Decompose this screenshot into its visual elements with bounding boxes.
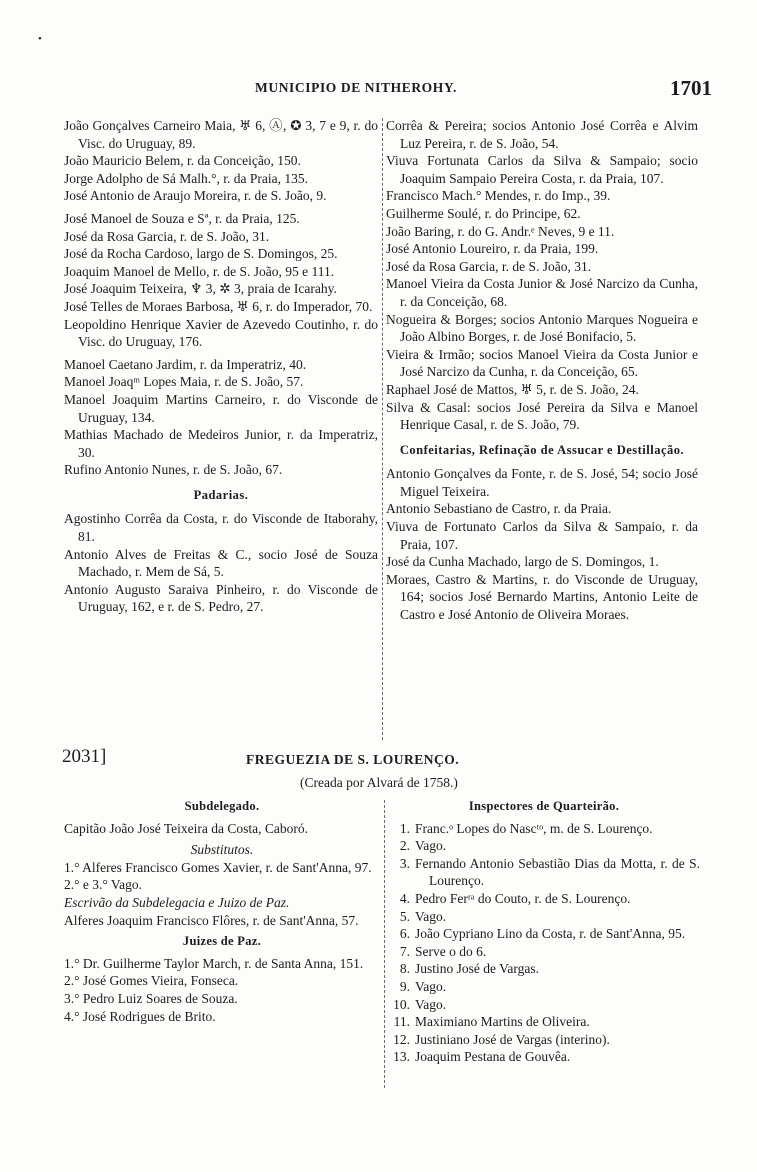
list-item: Manoel Vieira da Costa Junior & José Narcizo da Cunha, r. da Conceição, 68. <box>386 276 698 309</box>
section-heading-subdelegado: Subdelegado. <box>184 799 260 813</box>
freguezia-title: FREGUEZIA DE S. LOURENÇO. <box>246 752 460 767</box>
list-item: João Gonçalves Carneiro Maia, ♅ 6, Ⓐ, ✪ 3, 7 e 9, r. do Visc. do Uruguay, 89. <box>64 118 378 151</box>
list-item: Vieira & Irmão; socios Manoel Vieira da Costa Junior e José Narcizo da Cunha, r. da Conceição, 65. <box>386 346 698 380</box>
item-text: Vago. <box>415 908 447 924</box>
list-item: José da Rocha Cardoso, largo de S. Domingos, 25. <box>64 246 338 262</box>
list-item: 1.° Alferes Francisco Gomes Xavier, r. de Sant'Anna, 97. <box>64 859 372 875</box>
list-item: Joaquim Manoel de Mello, r. de S. João, 95 e 111. <box>64 263 335 279</box>
list-item <box>388 908 700 926</box>
section-heading-confeitarias: Confeitarias, Refinação de Assucar e Destillação. <box>399 442 685 457</box>
item-number: 13. <box>393 1049 410 1065</box>
list-item <box>388 820 700 838</box>
list-item: José da Rosa Garcia, r. de S. João, 31. <box>64 228 270 244</box>
list-item: José Antonio de Araujo Moreira, r. de S. João, 9. <box>64 188 327 204</box>
section-heading-juizes: Juizes de Paz. <box>182 934 262 949</box>
item-number: 4. <box>399 890 410 906</box>
item-text: Serve o do 6. <box>415 943 487 959</box>
right-column-top <box>386 117 698 624</box>
item-number: 10. <box>393 996 410 1012</box>
item-number: 12. <box>393 1031 410 1047</box>
list-item: 4.° José Rodrigues de Brito. <box>64 1008 216 1024</box>
list-item: Corrêa & Pereira; socios Antonio José Corrêa e Alvim Luz Pereira, r. de S. João, 54. <box>386 118 698 151</box>
list-item: José Joaquim Teixeira, ♆ 3, ✲ 3, praia de Icarahy. <box>64 281 337 297</box>
list-item: José da Cunha Machado, largo de S. Domingos, 1. <box>386 554 659 570</box>
list-item: Antonio Sebastiano de Castro, r. da Praia. <box>386 501 612 517</box>
item-number: 2. <box>399 838 410 854</box>
list-item: Viuva de Fortunato Carlos da Silva & Sampaio, r. da Praia, 107. <box>386 519 698 552</box>
list-item: Antonio Augusto Saraiva Pinheiro, r. do Visconde de Uruguay, 162, e r. de S. Pedro, 27. <box>64 581 378 615</box>
list-item <box>388 1013 700 1031</box>
item-text: João Cypriano Lino da Costa, r. de Sant'Anna, 95. <box>415 926 686 942</box>
list-item: Jorge Adolpho de Sá Malh.°, r. da Praia, 135. <box>64 170 308 186</box>
item-text: Maximiano Martins de Oliveira. <box>415 1014 590 1030</box>
item-text: Joaquim Pestana de Gouvêa. <box>415 1049 571 1065</box>
item-number: 7. <box>399 943 410 959</box>
freguezia-header <box>62 748 712 770</box>
list-item: 3.° Pedro Luiz Soares de Souza. <box>64 990 238 1006</box>
list-item: Leopoldino Henrique Xavier de Azevedo Coutinho, r. do Visc. do Uruguay, 176. <box>64 316 378 350</box>
list-item: Viuva Fortunata Carlos da Silva & Sampaio; socio Joaquim Sampaio Pereira Costa, r. da Praia, 107. <box>386 153 698 186</box>
list-item <box>388 996 700 1014</box>
list-item: José Antonio Loureiro, r. da Praia, 199. <box>386 241 599 257</box>
substitutos-label: Substitutos. <box>190 842 254 858</box>
list-item <box>388 925 700 943</box>
item-number: 9. <box>399 978 410 994</box>
page-header <box>62 76 712 100</box>
list-item: Manoel Caetano Jardim, r. da Imperatriz, 40. <box>64 356 307 372</box>
item-text: Fernando Antonio Sebastião Dias da Motta, r. de S. Lourenço. <box>415 855 700 889</box>
left-column-bottom <box>64 798 380 1025</box>
item-text: Vago. <box>415 996 447 1012</box>
section-heading-padarias: Padarias. <box>193 487 249 502</box>
item-text: Justiniano José de Vargas (interino). <box>415 1031 610 1047</box>
right-column-bottom <box>388 798 700 1066</box>
list-item <box>388 1031 700 1049</box>
list-item: Raphael José de Mattos, ♅ 5, r. de S. João, 24. <box>386 381 639 397</box>
list-item <box>388 890 700 908</box>
list-item: Agostinho Corrêa da Costa, r. do Visconde de Itaborahy, 81. <box>64 511 378 545</box>
list-item <box>388 960 700 978</box>
list-item: Silva & Casal: socios José Pereira da Silva e Manoel Henrique Casal, r. de S. João, 79. <box>386 399 698 433</box>
list-item: 1.° Dr. Guilherme Taylor March, r. de Santa Anna, 151. <box>64 955 364 971</box>
escrivao-name: Alferes Joaquim Francisco Flôres, r. de Sant'Anna, 57. <box>64 912 359 928</box>
list-item: José Telles de Moraes Barbosa, ♅ 6, r. do Imperador, 70. <box>64 298 373 314</box>
padarias-list <box>64 510 378 616</box>
item-number: 11. <box>393 1014 410 1030</box>
item-number: 5. <box>399 908 410 924</box>
item-number: 1. <box>399 820 410 836</box>
list-item: João Mauricio Belem, r. da Conceição, 150. <box>64 153 301 169</box>
item-text: Vago. <box>415 838 447 854</box>
list-item <box>388 1048 700 1066</box>
item-number: 6. <box>399 926 410 942</box>
creation-note: (Creada por Alvará de 1758.) <box>300 775 458 790</box>
list-item: Rufino Antonio Nunes, r. de S. João, 67. <box>64 462 283 478</box>
page-number: 1701 <box>670 76 712 100</box>
item-number: 3. <box>399 855 410 871</box>
list-item <box>388 943 700 961</box>
list-item: José da Rosa Garcia, r. de S. João, 31. <box>386 258 592 274</box>
column-divider-top <box>382 118 383 740</box>
escrivao-label: Escrivão da Subdelegacia e Juizo de Paz. <box>64 894 290 910</box>
list-item: Antonio Alves de Freitas & C., socio José de Souza Machado, r. Mem de Sá, 5. <box>64 546 378 580</box>
list-item <box>388 978 700 996</box>
ink-speck: • <box>38 33 42 45</box>
merchant-list-right <box>386 117 698 434</box>
item-text: Vago. <box>415 978 447 994</box>
list-item: Manoel Joaqᵐ Lopes Maia, r. de S. João, 57. <box>64 374 304 390</box>
list-item: Guilherme Soulé, r. do Principe, 62. <box>386 205 581 221</box>
list-item: 2.° e 3.° Vago. <box>64 877 143 893</box>
item-text: Pedro Ferʳᵃ do Couto, r. de S. Lourenço. <box>415 890 631 906</box>
list-item: Antonio Gonçalves da Fonte, r. de S. José, 54; socio José Miguel Teixeira. <box>386 466 698 499</box>
merchant-list-left <box>64 117 378 479</box>
list-item: Nogueira & Borges; socios Antonio Marques Nogueira e João Albino Borges, r. de José Bonifacio, 5. <box>386 311 698 345</box>
inspectores-list <box>388 820 700 1066</box>
list-item: Moraes, Castro & Martins, r. do Visconde de Uruguay, 164; socios José Bernardo Martins, Antonio Leite de Castro e José Antonio de Oliveira Moraes. <box>386 571 698 623</box>
list-item: José Manoel de Souza e Sª, r. da Praia, 125. <box>64 210 300 226</box>
confeitarias-list <box>386 465 698 623</box>
left-column-top <box>64 117 378 616</box>
list-item: Francisco Mach.° Mendes, r. do Imp., 39. <box>386 188 611 204</box>
list-item: Mathias Machado de Medeiros Junior, r. da Imperatriz, 30. <box>64 427 378 460</box>
column-divider-bottom <box>384 800 385 1088</box>
item-number: 8. <box>399 961 410 977</box>
item-text: Franc.ᵒ Lopes do Nascᵗᵒ, m. de S. Lourenço. <box>415 820 653 836</box>
list-item <box>388 855 700 890</box>
list-item: 2.° José Gomes Vieira, Fonseca. <box>64 973 239 989</box>
list-item <box>388 837 700 855</box>
section-heading-inspectores: Inspectores de Quarteirão. <box>468 799 620 813</box>
page-title: MUNICIPIO DE NITHEROHY. <box>255 80 457 95</box>
list-item: Manoel Joaquim Martins Carneiro, r. do Visconde de Uruguay, 134. <box>64 391 378 425</box>
item-text: Justino José de Vargas. <box>415 961 539 977</box>
list-item: João Baring, r. do G. Andr.ᵉ Neves, 9 e 11. <box>386 223 615 239</box>
subdelegado-name: Capitão João José Teixeira da Costa, Caboró. <box>64 820 309 836</box>
section-number: 2031] <box>62 746 107 767</box>
